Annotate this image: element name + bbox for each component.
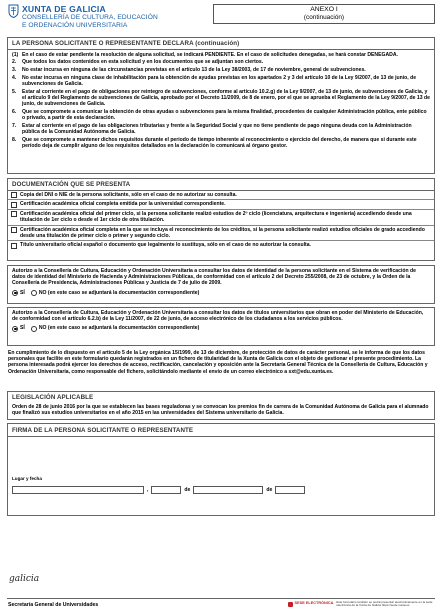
checkbox-icon[interactable]: [11, 211, 17, 217]
checkbox-icon[interactable]: [11, 243, 17, 249]
checkbox-icon[interactable]: [11, 202, 17, 208]
place-field[interactable]: [12, 486, 144, 494]
authorization-identity-yes[interactable]: [12, 290, 25, 296]
legislation-text: Orden de 28 de junio 2016 por la que se establecen las bases reguladoras y se convocan los premios fin de carrera de la Comunidad Autónoma de Galicia para el alumnado que finalizó sus estudios universitarios en el año 2015 en las universidades del Sistema universitario de Galicia.: [12, 403, 429, 416]
radio-selected-icon[interactable]: [12, 290, 18, 296]
xunta-coat-of-arms-icon: [8, 4, 19, 18]
privacy-notice: En cumplimiento de lo dispuesto en el artículo 5 de la Ley orgánica 15/1999, de 13 de diciembre, de protección de datos de carácter personal, se le informa de que los datos personales que facilite en este formulario quedarán registrados en un fichero de titularidad de la Xunta de Galicia con el objeto de gestionar el presente procedimiento. La persona interesada podrá ejercer los derechos de acceso, rectificación, cancelación y oposición ante la Secretaría General Técnica de la Consellería de Cultura, Educación y Ordenación Universitaria, como responsable del fichero, solicitándolo mediante el envío de un correo electrónico a sxt@edu.xunta.es.: [8, 350, 428, 375]
yes-label: SÍ: [20, 289, 25, 296]
year-field[interactable]: [275, 486, 305, 494]
legislation-section: [7, 391, 435, 420]
documentation-item-text: Certificación académica oficial completa emitida por la universidad correspondiente.: [20, 201, 226, 208]
documentation-item-text: Título universitario oficial español o documento que legalmente lo sustituya, sólo en el caso de no autorizar la consulta.: [20, 242, 311, 249]
declaration-item: [12, 89, 430, 108]
authorization-degree-text: Autorizo a la Consellería de Cultura, Educación y Ordenación Universitaria a consultar los datos de títulos universitarios que obran en poder del Ministerio de Educación, de conformidad con el artículo 6.2.b) de la Ley 11/2007, de 22 de junio, de acceso electrónico de los ciudadanos a los servicios públicos.: [12, 310, 424, 323]
declaration-list: [8, 50, 434, 154]
place-date-row: [12, 486, 305, 494]
declaration-item: [12, 75, 430, 87]
de-label-2: de: [266, 486, 273, 493]
declaration-title: LA PERSONA SOLICITANTE O REPRESENTANTE DECLARA (continuación): [12, 40, 240, 47]
authorization-degree-yes[interactable]: [12, 325, 25, 331]
authorization-identity-text: Autorizo a la Consellería de Cultura, Educación y Ordenación Universitaria a consultar los datos de identidad de la persona solicitante en el Sistema de verificación de datos de identidad del Ministerio de Hacienda y Administraciones Públicas, de conformidad con el artículo 2 del Decreto 255/2008, de 23 de octubre, y la Orden de la Consellería de Presidencia, Administraciones Públicas y Justicia de 7 de julio de 2009.: [12, 268, 416, 287]
place-date-label: Lugar y fecha: [12, 476, 42, 481]
de-label-1: de: [184, 486, 191, 493]
authorization-identity-no[interactable]: [31, 290, 200, 296]
checkbox-icon[interactable]: [11, 192, 17, 198]
declaration-item: [12, 59, 430, 65]
electronic-office-label: SEDE ELECTRÓNICA: [294, 601, 334, 605]
no-label: NO (en este caso se adjuntará la documentación correspondiente): [38, 289, 200, 296]
signature-section: [7, 423, 435, 516]
authorization-identity-options: [12, 290, 430, 296]
document-header: [7, 3, 435, 37]
declaration-item: [12, 67, 430, 73]
authorization-identity-section: [7, 265, 435, 304]
department-line-2: E ORDENACIÓN UNIVERSITARIA: [22, 21, 128, 29]
org-name: XUNTA DE GALICIA: [22, 4, 106, 14]
electronic-office-icon: [288, 602, 293, 607]
day-field[interactable]: [151, 486, 181, 494]
declaration-item-text: Estar al corriente en el pago de las obligaciones tributarias y frente a la Seguridad Social y que no tiene pendiente de pago ninguna deuda con la Administración pública de la Comunidad Autónoma de Galicia.: [22, 123, 412, 136]
authorization-degree-no[interactable]: [31, 325, 200, 331]
annex-title: ANEXO I: [310, 6, 338, 13]
authorization-degree-section: [7, 307, 435, 346]
declaration-item: [12, 137, 430, 149]
radio-icon[interactable]: [31, 290, 37, 296]
footer-secretariat: Secretaría General de Universidades: [8, 602, 99, 608]
declaration-item: [12, 109, 430, 121]
radio-icon[interactable]: [31, 326, 37, 332]
declaration-item-number: 7.: [12, 123, 17, 130]
documentation-item-text: Copia del DNI o NIE de la persona solicitante, sólo en el caso de no autorizar su consulta.: [20, 191, 237, 198]
month-field[interactable]: [193, 486, 263, 494]
declaration-item-text: Que todos los datos contenidos en esta solicitud y en los documentos que se adjuntan son ciertos.: [22, 59, 264, 66]
declaration-section: [7, 37, 435, 174]
declaration-item-text: Que se compromete a comunicar la obtención de otras ayudas o subvenciones para la misma finalidad, procedentes de cualquier Administración pública, ente público o privado, a partir de esta declaración.: [22, 109, 427, 122]
galicia-logo: galicia: [9, 574, 40, 584]
declaration-item-number: 4.: [12, 74, 17, 81]
footer-divider: [7, 598, 435, 599]
radio-selected-icon[interactable]: [12, 326, 18, 332]
documentation-item: [8, 209, 434, 225]
documentation-item: [8, 240, 434, 250]
declaration-item-number: 3.: [12, 67, 17, 74]
electronic-office-badge: [288, 601, 435, 608]
declaration-item-number: 2.: [12, 59, 17, 66]
declaration-item-text: Estar al corriente en el pago de obligaciones por reintegro de subvenciones, conforme al artículo 10.2.g) de la Ley 9/2007, de 13 de junio, de subvenciones de Galicia, y el artículo 9 del Reglamento de subvenciones de Galicia, aprobado por el Decreto 11/2009, de 8 de enero, por el que se aprueba el Reglamento de la Ley 9/2007, de 13 de junio, de subvenciones de Galicia.: [22, 88, 430, 108]
section-divider: [8, 436, 434, 437]
department-name: [22, 14, 158, 30]
checkbox-icon[interactable]: [11, 227, 17, 233]
documentation-item: [8, 199, 434, 209]
declaration-item-text: No estar incursa en ninguna de las circunstancias previstas en el artículo 13 de la Ley 38/2003, de 17 de noviembre, general de subvenciones.: [22, 67, 366, 74]
comma-label: ,: [147, 486, 149, 493]
annex-subtitle: (continuación): [303, 14, 345, 22]
no-label: NO (en este caso se adjuntará la documentación correspondiente): [38, 325, 200, 332]
documentation-item-text: Certificación académica oficial del primer ciclo, si la persona solicitante realizó estudios de 2º ciclo (licenciatura, arquitectura e ingeniería) accediendo desde una titulación de 1er ciclo o desde el 1er ciclo de otra titulación.: [20, 210, 412, 224]
documentation-item-text: Certificación académica oficial completa en la que se incluya el reconocimiento de los créditos, si la persona solicitante realizó estudios oficiales de grado accediendo desde una titulación de primer ciclo o primer y segundo ciclo.: [20, 226, 425, 239]
declaration-item: [12, 123, 430, 135]
declaration-item-number: 5.: [12, 88, 17, 95]
department-line-1: CONSELLERÍA DE CULTURA, EDUCACIÓN: [22, 14, 158, 21]
declaration-item: [12, 52, 430, 58]
electronic-office-text: Este formulario también se podrá presentar electrónicamente en la sede electrónica de la Xunta de Galicia https://sede.xunta.es: [336, 600, 433, 608]
documentation-section: [7, 178, 435, 261]
declaration-item-text: No estar incursa en ninguna clase de inhabilitación para la obtención de ayudas previstas en los apartados 2 y 3 del artículo 10 de la Ley 9/2007, de 13 de junio, de subvenciones de Galicia.: [22, 74, 417, 88]
yes-label: SÍ: [20, 325, 25, 332]
documentation-title: DOCUMENTACIÓN QUE SE PRESENTA: [12, 181, 131, 188]
authorization-degree-options: [12, 325, 430, 331]
declaration-item-number: 6.: [12, 109, 17, 116]
declaration-item-text: Que se compromete a mantener dichos requisitos durante el periodo de tiempo inherente al reconocimiento o ejercicio del derecho, de manera que si durante este período deja de cumplir alguno de los requisitos detallados en la declaración lo comunicará al órgano gestor.: [22, 137, 417, 150]
documentation-list: [8, 191, 434, 250]
declaration-item-text: En el caso de estar pendiente la resolución de alguna solicitud, se indicará PENDIENTE. En el caso de solicitudes denegadas, se hará constar DENEGADA.: [22, 51, 398, 58]
annex-box: [213, 4, 435, 24]
documentation-item: [8, 191, 434, 200]
signature-title: FIRMA DE LA PERSONA SOLICITANTE O REPRESENTANTE: [12, 427, 194, 434]
declaration-item-number: (1): [12, 51, 19, 58]
declaration-item-number: 8.: [12, 137, 17, 144]
legislation-title: LEGISLACIÓN APLICABLE: [12, 394, 94, 401]
documentation-item: [8, 225, 434, 241]
